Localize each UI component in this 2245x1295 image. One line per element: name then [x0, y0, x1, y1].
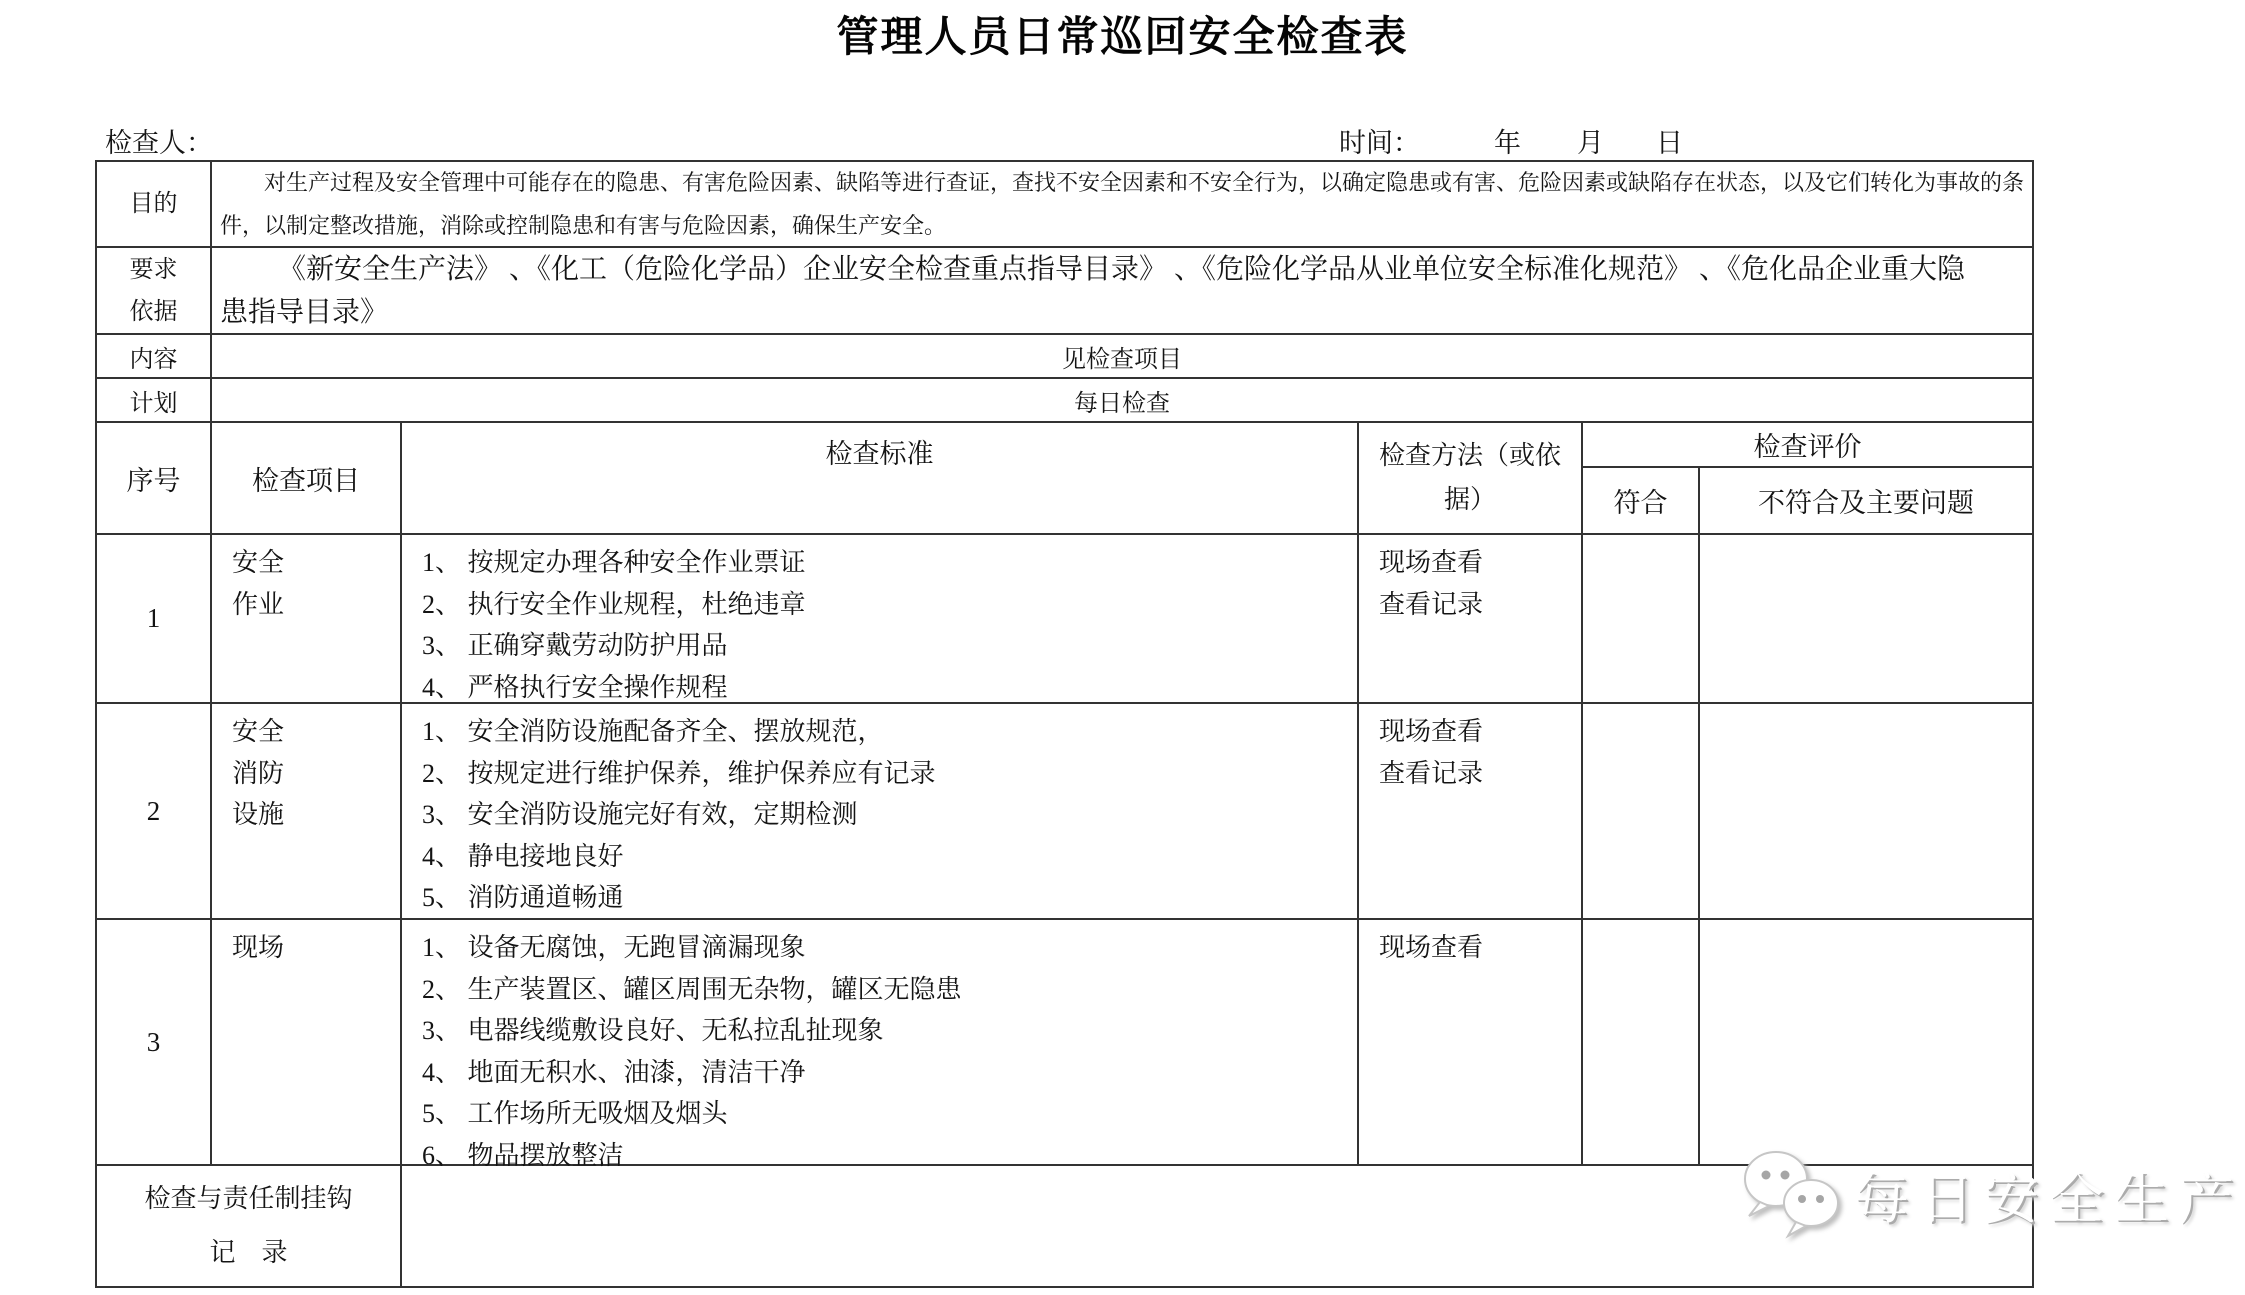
header-seq — [97, 423, 212, 535]
day-label: 日 — [1656, 128, 1683, 158]
header-conform — [1583, 468, 1700, 535]
header-seq-label: 序号 — [126, 465, 181, 496]
standard-item: 2、 按规定进行维护保养，维护保养应有记录 — [422, 758, 936, 788]
header-item — [212, 423, 402, 535]
watermark — [1736, 1146, 2244, 1242]
header-method — [1359, 423, 1583, 535]
content-value-cell — [212, 335, 2034, 379]
basis-label-line: 依据 — [129, 298, 178, 325]
basis-text-line: 患指导目录》 — [220, 296, 389, 328]
row-method-cell — [1359, 704, 1583, 920]
record-label-line: 记 录 — [209, 1238, 288, 1267]
conform-cell — [1583, 704, 1700, 920]
item-line: 消防 — [232, 758, 285, 788]
standard-item: 4、 静电接地良好 — [422, 841, 624, 871]
row-seq — [97, 704, 212, 920]
row-item-cell — [212, 920, 402, 1166]
standard-item: 4、 严格执行安全操作规程 — [422, 672, 728, 702]
content-label-cell — [97, 335, 212, 379]
nonconform-cell — [1700, 704, 2034, 920]
basis-label-cell — [97, 248, 212, 335]
wechat-icon — [1736, 1146, 1848, 1242]
time-label: 时间： — [1339, 128, 1420, 158]
row-standards-cell — [402, 535, 1359, 704]
header-nonconform-label: 不符合及主要问题 — [1758, 488, 1974, 518]
conform-cell — [1583, 535, 1700, 704]
standard-item: 1、 按规定办理各种安全作业票证 — [422, 548, 806, 577]
header-standard-label: 检查标准 — [825, 439, 934, 469]
month-label: 月 — [1577, 128, 1604, 158]
row-item-cell — [212, 535, 402, 704]
plan-label-cell — [97, 379, 212, 423]
row-method-cell — [1359, 535, 1583, 704]
purpose-text-line: 对生产过程及安全管理中可能存在的隐患、有害危险因素、缺陷等进行查证，查找不安全因素和不安全行为，以确定隐患或有害、危险因素或缺陷存在状态，以及它们转化为事故的条 — [264, 170, 2025, 195]
method-line: 查看记录 — [1379, 758, 1484, 788]
basis-text-line: 《新安全生产法》 、《化工（危险化学品）企业安全检查重点指导目录》 、《危险化学品从业单位安全标准化规范》 、《危化品企业重大隐 — [278, 253, 1966, 285]
header-evaluation — [1583, 423, 2034, 468]
content-value: 见检查项目 — [1062, 346, 1182, 373]
standard-item: 3、 安全消防设施完好有效，定期检测 — [422, 800, 858, 829]
standard-item: 6、 物品摆放整洁 — [422, 1140, 624, 1170]
header-nonconform — [1700, 468, 2034, 535]
row-standards-cell — [402, 920, 1359, 1170]
header-standard — [402, 423, 1359, 535]
item-line: 现场 — [232, 933, 285, 962]
standard-item: 5、 消防通道畅通 — [422, 883, 624, 912]
conform-cell — [1583, 920, 1700, 1166]
row-seq — [97, 920, 212, 1166]
row-method-cell — [1359, 920, 1583, 1166]
header-conform-label: 符合 — [1613, 488, 1668, 518]
standard-item: 4、 地面无积水、油漆，清洁干净 — [422, 1057, 806, 1087]
standard-item: 5、 工作场所无吸烟及烟头 — [422, 1099, 728, 1128]
standard-item: 1、 安全消防设施配备齐全、摆放规范， — [422, 717, 884, 746]
standard-item: 3、 电器线缆敷设良好、无私拉乱扯现象 — [422, 1016, 884, 1045]
header-evaluation-label: 检查评价 — [1753, 432, 1862, 462]
time-fields — [1339, 121, 1683, 160]
inspector-label: 检查人： — [105, 128, 213, 158]
basis-label-line: 要求 — [129, 256, 178, 283]
standard-item: 1、 设备无腐蚀，无跑冒滴漏现象 — [422, 933, 806, 962]
item-line: 作业 — [232, 589, 285, 619]
header-method-line: 检查方法（或依 — [1378, 441, 1561, 470]
plan-value: 每日检查 — [1074, 390, 1170, 417]
standard-item: 2、 执行安全作业规程，杜绝违章 — [422, 589, 806, 619]
item-line: 安全 — [232, 717, 285, 746]
basis-content-cell — [212, 248, 2034, 335]
purpose-text-line: 件，以制定整改措施，消除或控制隐患和有害与危险因素，确保生产安全。 — [220, 213, 947, 238]
header-method-line: 据） — [1443, 485, 1496, 514]
page-title: 管理人员日常巡回安全检查表 — [836, 15, 1409, 61]
plan-label: 计划 — [129, 390, 178, 417]
seq-value: 1 — [146, 603, 161, 633]
purpose-label-cell — [97, 162, 212, 248]
content-label: 内容 — [129, 346, 178, 373]
nonconform-cell — [1700, 920, 2034, 1166]
nonconform-cell — [1700, 535, 2034, 704]
plan-value-cell — [212, 379, 2034, 423]
header-item-label: 检查项目 — [252, 465, 360, 496]
seq-value: 2 — [146, 795, 161, 826]
inspection-table — [95, 160, 2034, 1288]
standard-item: 3、 正确穿戴劳动防护用品 — [422, 631, 728, 660]
item-line: 安全 — [232, 548, 285, 577]
method-line: 现场查看 — [1379, 933, 1484, 962]
purpose-content-cell — [212, 162, 2034, 248]
record-label-line: 检查与责任制挂钩 — [144, 1184, 353, 1213]
standard-item: 2、 生产装置区、罐区周围无杂物，罐区无隐患 — [422, 974, 962, 1004]
method-line: 查看记录 — [1379, 589, 1484, 619]
method-line: 现场查看 — [1379, 548, 1484, 577]
row-seq — [97, 535, 212, 704]
method-line: 现场查看 — [1379, 717, 1484, 746]
year-label: 年 — [1494, 128, 1521, 158]
row-item-cell — [212, 704, 402, 920]
record-label-cell — [97, 1166, 402, 1288]
purpose-label: 目的 — [129, 191, 178, 217]
watermark-text: 每日安全生产 — [1854, 1168, 2245, 1230]
seq-value: 3 — [146, 1026, 161, 1057]
item-line: 设施 — [232, 800, 285, 829]
row-standards-cell — [402, 704, 1359, 920]
